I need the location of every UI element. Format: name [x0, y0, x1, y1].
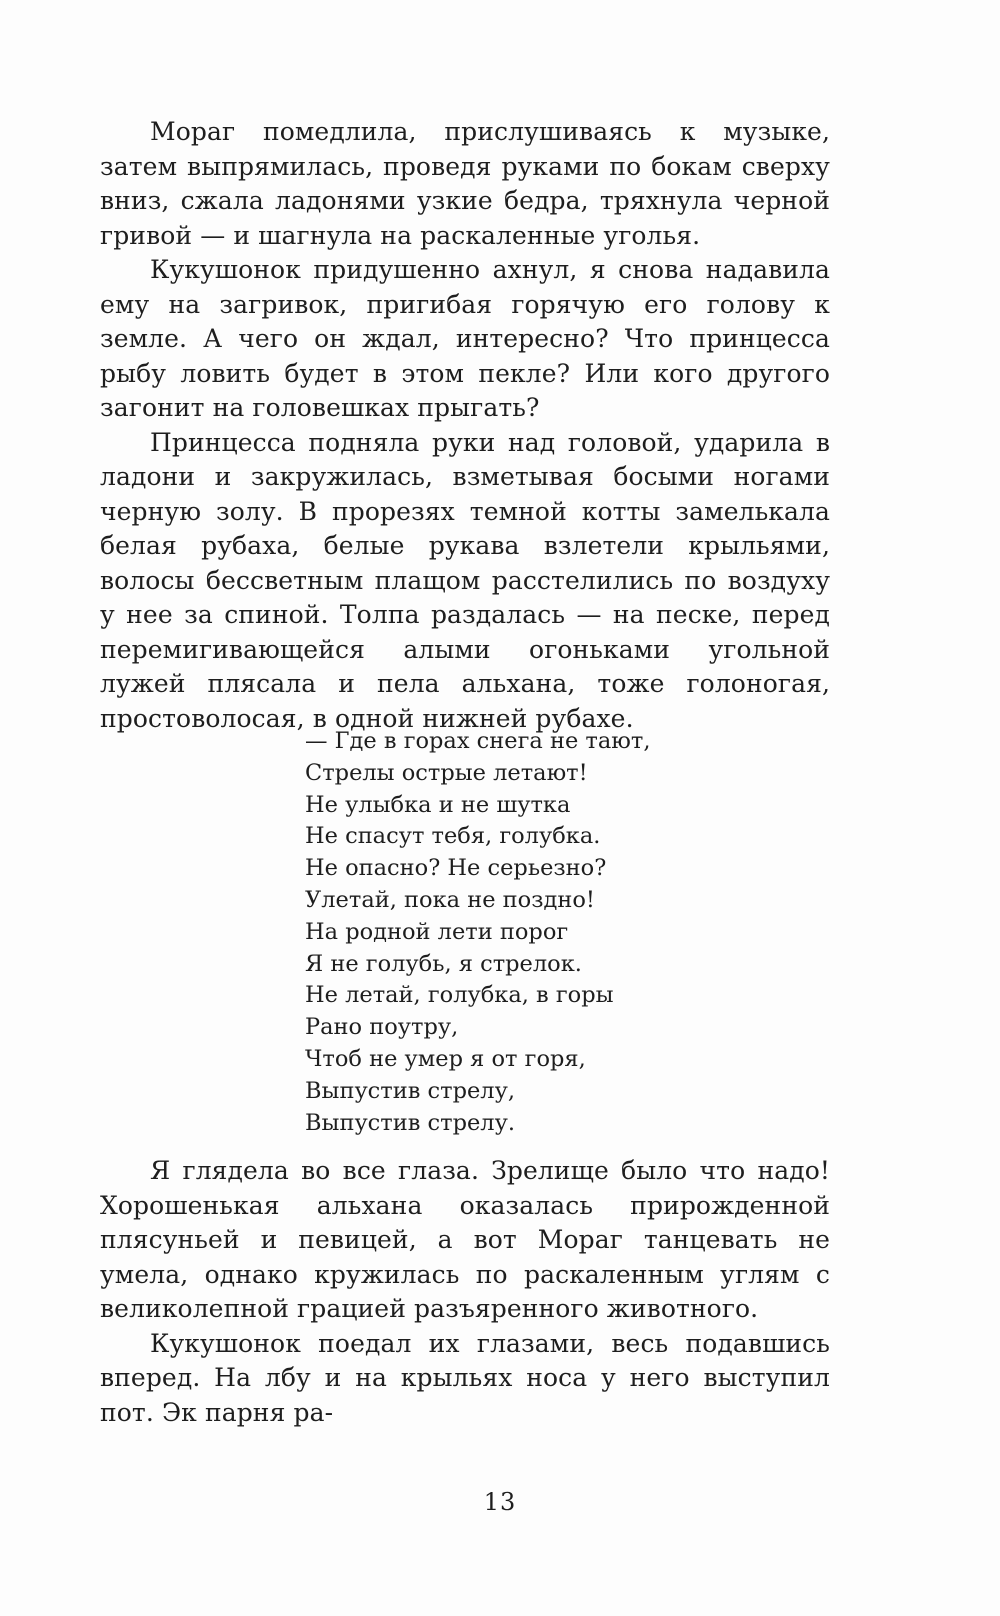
paragraph: Мораг помедлила, прислушиваясь к музыке, затем выпрямилась, проведя руками по бокам сверху вниз, сжала ладонями узкие бедра, тряхнула черной гривой — и шагнула на раскаленные уголья.	[100, 117, 830, 250]
verse-line: Стрелы острые летают!	[305, 759, 588, 786]
song-verse	[305, 726, 650, 1139]
verse-line: Не летай, голубка, в горы	[305, 982, 614, 1009]
verse-line: Я не голубь, я стрелок.	[305, 950, 582, 977]
verse-line: Не улыбка и не шутка	[305, 791, 571, 818]
verse-line: Выпустив стрелу,	[305, 1077, 515, 1104]
top-text-block	[100, 115, 830, 736]
bottom-text-block	[100, 1154, 830, 1430]
verse-line: Не опасно? Не серьезно?	[305, 855, 607, 882]
verse-line: На родной лети порог	[305, 918, 569, 945]
verse-line: Улетай, пока не поздно!	[305, 886, 595, 913]
paragraph: Принцесса подняла руки над головой, ударила в ладони и закружилась, взметывая босыми ногами черную золу. В прорезях темной котты замелькала белая рубаха, белые рукава взлетели крыльями, волосы бессветным плащом расстелились по воздуху у нее за спиной. Толпа раздалась — на песке, перед перемигивающейся алыми огоньками угольной лужей плясала и пела альхана, тоже голоногая, простоволосая, в одной нижней рубахе.	[100, 427, 830, 733]
verse-line: — Где в горах снега не тают,	[305, 728, 651, 754]
verse-line: Выпустив стрелу.	[305, 1109, 515, 1136]
paragraph: Я глядела во все глаза. Зрелище было что надо! Хорошенькая альхана оказалась прирожденной плясуньей и певицей, а вот Мораг танцевать не умела, однако кружилась по раскаленным углям с великолепной грацией разъяренного животного.	[100, 1156, 830, 1323]
verse-line: Не спасут тебя, голубка.	[305, 823, 601, 850]
paragraph: Кукушонок поедал их глазами, весь подавшись вперед. На лбу и на крыльях носа у него выступил пот. Эк парня ра-	[100, 1328, 830, 1427]
paragraph: Кукушонок придушенно ахнул, я снова надавила ему на загривок, пригибая горячую его голову к земле. А чего он ждал, интересно? Что принцесса рыбу ловить будет в этом пекле? Или кого другого загонит на головешках прыгать?	[100, 255, 830, 422]
page-number: 13	[483, 1488, 517, 1516]
verse-line: Чтоб не умер я от горя,	[305, 1045, 586, 1072]
verse-line: Рано поутру,	[305, 1014, 459, 1041]
